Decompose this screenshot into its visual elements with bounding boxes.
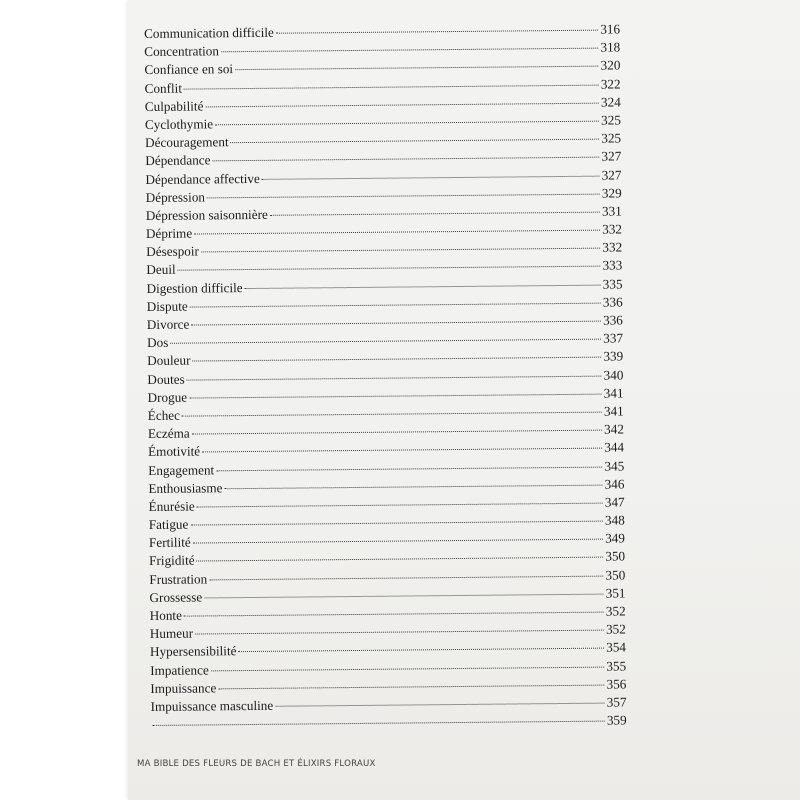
entry-page-number: 341: [603, 385, 624, 401]
entry-page-number: 336: [602, 294, 623, 310]
entry-page-number: 329: [601, 185, 622, 201]
entry-page-number: 337: [603, 330, 624, 346]
entry-page-number: 346: [604, 476, 625, 492]
dot-leader: [270, 212, 600, 216]
entry-term: Deuil: [146, 262, 176, 278]
entry-term: Frustration: [149, 571, 208, 587]
entry-term: Dépression saisonnière: [145, 206, 268, 223]
entry-page-number: 342: [604, 421, 624, 437]
entry-page-number: 352: [605, 603, 626, 619]
entry-term: Dispute: [146, 298, 188, 314]
entry-page-number: 325: [601, 112, 621, 128]
entry-page-number: 322: [600, 75, 621, 92]
dot-leader: [215, 121, 599, 126]
dot-leader: [194, 230, 600, 235]
entry-page-number: 357: [606, 694, 627, 710]
entry-page-number: 320: [600, 57, 621, 73]
dot-leader: [238, 648, 604, 653]
dot-leader: [221, 48, 598, 53]
dot-leader: [202, 448, 602, 453]
entry-term: Grossesse: [149, 589, 203, 605]
entry-term: Fatigue: [148, 516, 189, 533]
entry-term: Douleur: [147, 352, 191, 369]
entry-term: Dépression: [145, 189, 206, 205]
entry-page-number: 339: [603, 348, 624, 364]
entry-term: Frigidité: [149, 552, 195, 569]
dot-leader: [205, 102, 599, 107]
dot-leader: [262, 175, 600, 179]
entry-term: Digestion difficile: [146, 279, 243, 296]
entry-term: Impatience: [150, 661, 209, 678]
entry-page-number: 327: [601, 148, 622, 164]
dot-leader: [216, 466, 602, 471]
entry-term: Impuissance masculine: [150, 697, 274, 714]
dot-leader: [207, 193, 600, 198]
entry-page-number: 354: [606, 639, 627, 655]
entry-page-number: 336: [602, 312, 623, 328]
entry-page-number: 327: [601, 166, 622, 183]
dot-leader: [182, 412, 602, 417]
entry-term: Dépendance: [145, 152, 211, 169]
running-footer: MA BIBLE DES FLEURS DE BACH ET ÉLIXIRS FLORAUX: [137, 759, 376, 769]
entry-term: Humeur: [149, 625, 194, 642]
dot-leader: [170, 339, 601, 344]
entry-page-number: 351: [605, 585, 626, 601]
entry-term: Énurésie: [148, 498, 195, 514]
dot-leader: [153, 721, 605, 726]
dot-leader: [192, 430, 602, 435]
entry-page-number: 325: [601, 130, 622, 146]
entry-term: Dos: [146, 334, 169, 351]
dot-leader: [276, 30, 598, 34]
entry-term: Enthousiasme: [148, 479, 223, 496]
entry-term: Culpabilité: [144, 98, 204, 114]
dot-leader: [201, 248, 600, 253]
dot-leader: [190, 521, 603, 526]
entry-page-number: 340: [603, 366, 624, 383]
entry-page-number: 356: [606, 676, 627, 692]
entry-term: Doutes: [147, 371, 185, 387]
entry-term: Engagement: [148, 461, 215, 478]
entry-page-number: 318: [600, 39, 621, 55]
index-list: [144, 21, 627, 735]
dot-leader: [197, 557, 604, 562]
entry-page-number: 316: [600, 21, 621, 37]
entry-term: Émotivité: [148, 443, 201, 460]
entry-page-number: 332: [602, 221, 623, 237]
entry-page-number: 350: [605, 567, 626, 583]
entry-page-number: 344: [604, 439, 625, 455]
entry-term: Échec: [147, 407, 181, 423]
dot-leader: [189, 393, 602, 398]
entry-term: Impuissance: [150, 680, 217, 696]
entry-term: Fertilité: [148, 534, 191, 551]
dot-leader: [184, 84, 599, 89]
entry-page-number: 350: [605, 548, 626, 565]
entry-page-number: 333: [602, 257, 623, 274]
entry-term: Déprime: [145, 225, 193, 242]
entry-term: Cyclothymie: [144, 116, 214, 132]
dot-leader: [209, 575, 603, 580]
dot-leader: [191, 321, 601, 326]
dot-leader: [195, 630, 604, 635]
dot-leader: [275, 703, 605, 707]
dot-leader: [235, 66, 599, 70]
entry-term: Divorce: [146, 316, 190, 332]
dot-leader: [190, 302, 601, 307]
entry-term: Découragement: [145, 134, 229, 151]
dot-leader: [224, 484, 602, 489]
entry-page-number: 341: [603, 403, 624, 419]
dot-leader: [178, 266, 601, 271]
dot-leader: [231, 139, 600, 144]
entry-term: Dépendance affective: [145, 170, 260, 187]
entry-page-number: 349: [605, 530, 626, 546]
entry-page-number: 345: [604, 457, 625, 474]
entry-page-number: 355: [606, 657, 627, 674]
dot-leader: [184, 612, 604, 617]
entry-term: Conflit: [144, 80, 183, 96]
dot-leader: [218, 684, 604, 689]
dot-leader: [245, 284, 601, 288]
entry-page-number: 347: [604, 494, 625, 510]
entry-term: Eczéma: [147, 425, 190, 442]
entry-page-number: 352: [605, 621, 626, 637]
entry-page-number: 324: [600, 94, 621, 110]
entry-page-number: 348: [604, 512, 625, 528]
entry-term: Drogue: [147, 389, 188, 405]
dot-leader: [212, 157, 599, 162]
entry-page-number: 331: [601, 203, 622, 219]
entry-page-number: 359: [606, 712, 627, 728]
dot-leader: [187, 375, 602, 380]
entry-page-number: 335: [602, 276, 623, 292]
entry-page-number: 332: [602, 239, 623, 255]
entry-term: Confiance en soi: [144, 61, 234, 78]
dot-leader: [211, 666, 605, 671]
entry-term: Désespoir: [146, 243, 199, 260]
dot-leader: [204, 593, 603, 598]
dot-leader: [192, 357, 601, 362]
entry-term: Concentration: [144, 43, 220, 60]
dot-leader: [193, 539, 603, 544]
entry-term: Hypersensibilité: [149, 643, 237, 660]
entry-term: Honte: [149, 607, 182, 623]
entry-term: Communication difficile: [144, 24, 274, 41]
dot-leader: [197, 502, 603, 507]
